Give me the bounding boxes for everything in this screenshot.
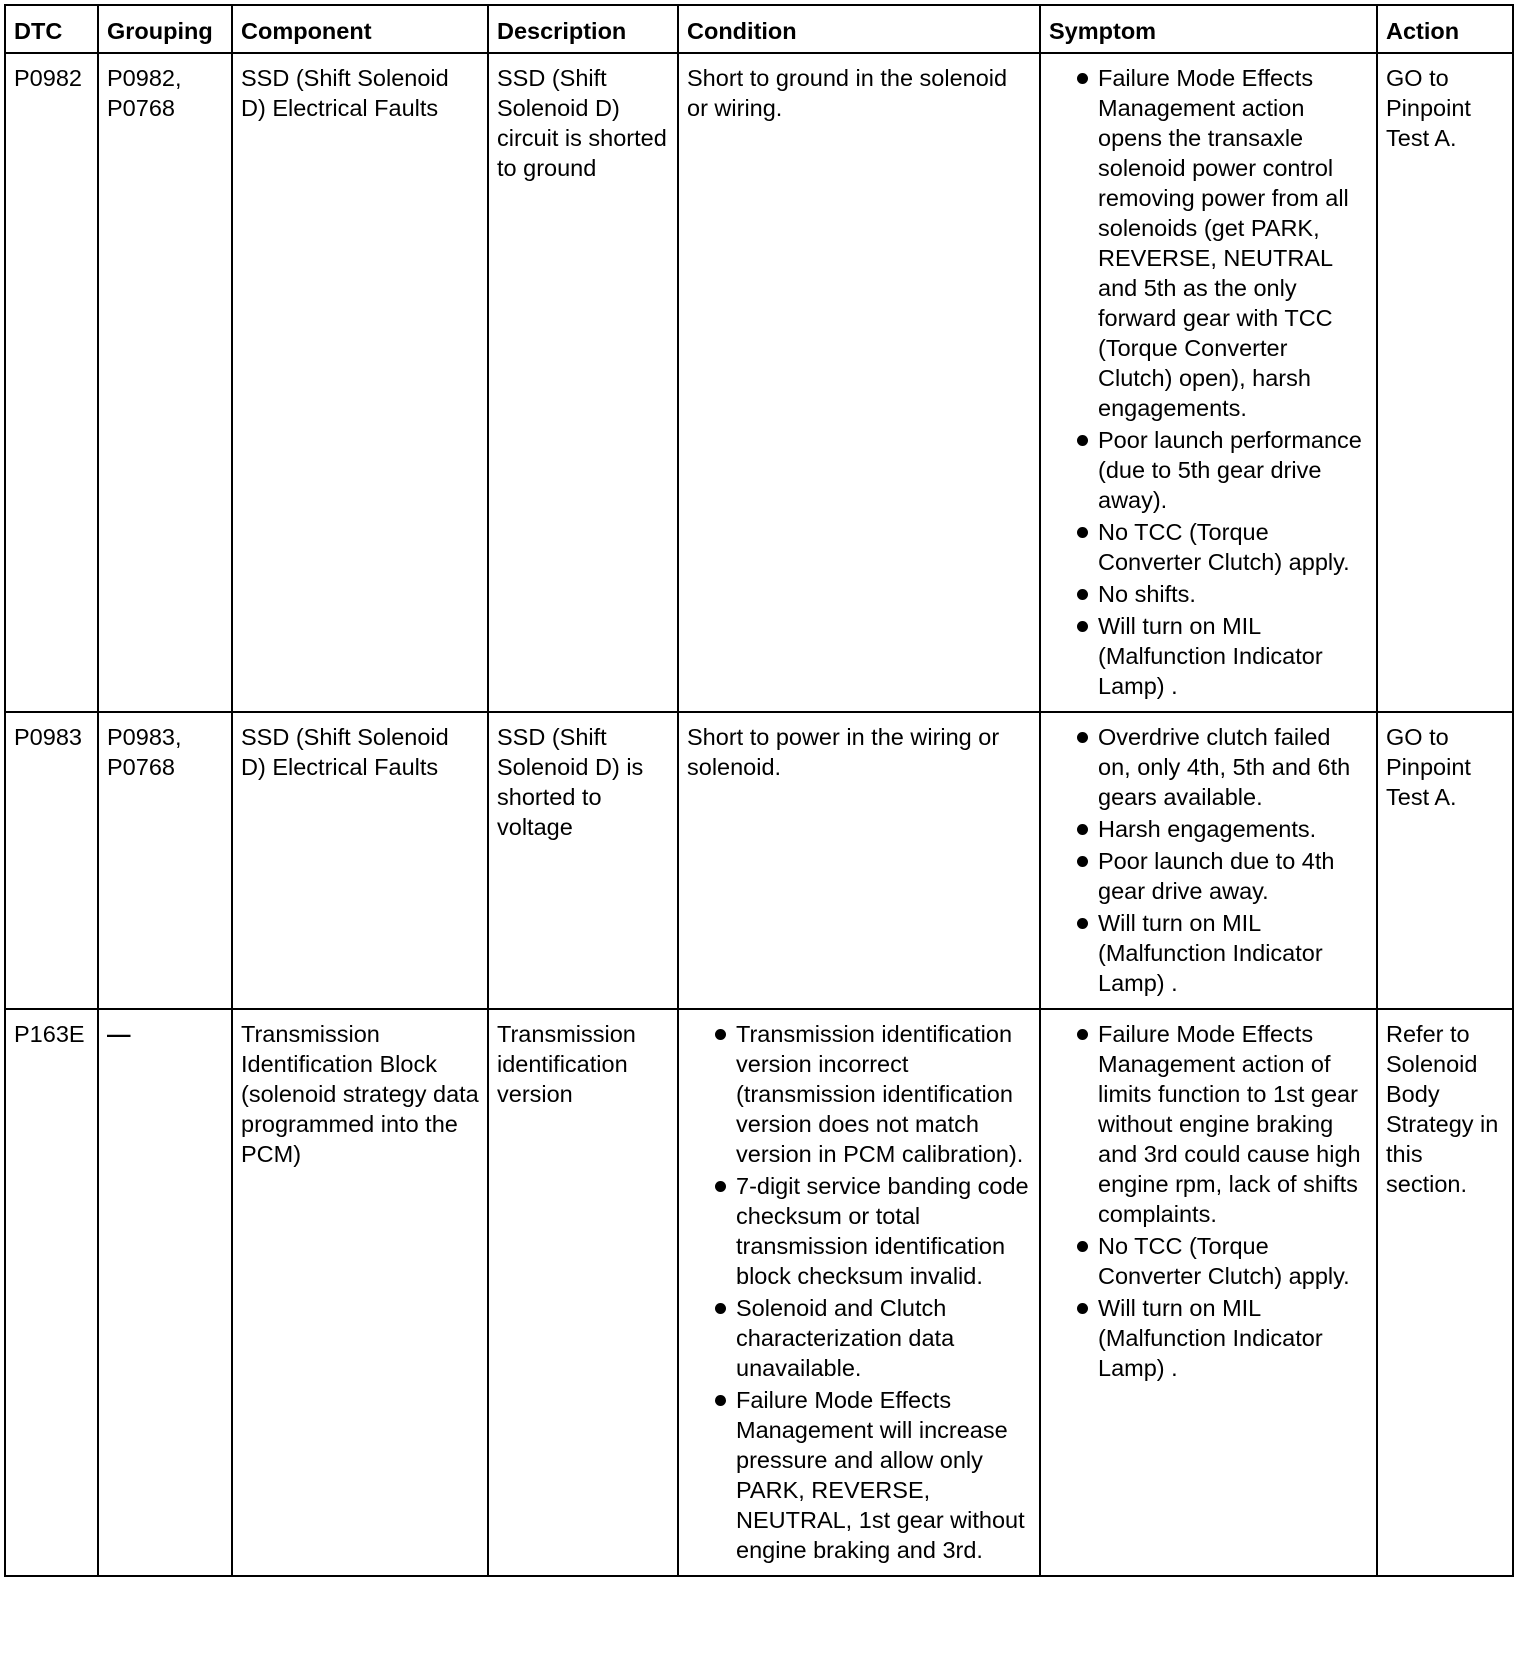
symptom-cell xyxy=(1040,1009,1377,1576)
condition-cell: Short to ground in the solenoid or wiring. xyxy=(678,53,1040,712)
component-cell: Transmission Identification Block (solenoid strategy data programmed into the PCM) xyxy=(232,1009,488,1576)
condition-cell xyxy=(678,1009,1040,1576)
bullet-icon xyxy=(1077,1029,1088,1040)
table-row xyxy=(5,1009,1513,1576)
list-item: No TCC (Torque Converter Clutch) apply. xyxy=(1049,1231,1368,1291)
description-cell: Transmission identification version xyxy=(488,1009,678,1576)
list-item: Will turn on MIL (Malfunction Indicator Lamp) . xyxy=(1049,1293,1368,1383)
symptom-cell xyxy=(1040,712,1377,1009)
bullet-icon xyxy=(1077,435,1088,446)
dtc-cell: P0983 xyxy=(5,712,98,1009)
header-grouping: Grouping xyxy=(98,5,232,53)
bullet-icon xyxy=(1077,824,1088,835)
list-item: Failure Mode Effects Management will increase pressure and allow only PARK, REVERSE, NEUTRAL, 1st gear without engine braking and 3rd. xyxy=(687,1385,1031,1565)
bullet-icon xyxy=(715,1395,726,1406)
header-condition: Condition xyxy=(678,5,1040,53)
header-row xyxy=(5,5,1513,53)
header-dtc: DTC xyxy=(5,5,98,53)
list-item: Poor launch performance (due to 5th gear drive away). xyxy=(1049,425,1368,515)
bullet-icon xyxy=(1077,856,1088,867)
table-row xyxy=(5,712,1513,1009)
dtc-table xyxy=(4,4,1514,1577)
component-cell: SSD (Shift Solenoid D) Electrical Faults xyxy=(232,712,488,1009)
grouping-cell: P0983, P0768 xyxy=(98,712,232,1009)
symptom-list xyxy=(1049,63,1368,701)
description-cell: SSD (Shift Solenoid D) is shorted to voltage xyxy=(488,712,678,1009)
bullet-icon xyxy=(1077,589,1088,600)
table-row xyxy=(5,53,1513,712)
list-item: Poor launch due to 4th gear drive away. xyxy=(1049,846,1368,906)
grouping-cell: — xyxy=(98,1009,232,1576)
action-cell: Refer to Solenoid Body Strategy in this section. xyxy=(1377,1009,1513,1576)
bullet-icon xyxy=(715,1181,726,1192)
symptom-list xyxy=(1049,1019,1368,1383)
bullet-icon xyxy=(1077,527,1088,538)
bullet-icon xyxy=(1077,918,1088,929)
description-cell: SSD (Shift Solenoid D) circuit is shorted to ground xyxy=(488,53,678,712)
bullet-icon xyxy=(1077,1303,1088,1314)
bullet-icon xyxy=(1077,621,1088,632)
list-item: Failure Mode Effects Management action of limits function to 1st gear without engine braking and 3rd could cause high engine rpm, lack of shifts complaints. xyxy=(1049,1019,1368,1229)
condition-cell: Short to power in the wiring or solenoid. xyxy=(678,712,1040,1009)
list-item: 7-digit service banding code checksum or total transmission identification block checksum invalid. xyxy=(687,1171,1031,1291)
list-item: No TCC (Torque Converter Clutch) apply. xyxy=(1049,517,1368,577)
header-action: Action xyxy=(1377,5,1513,53)
list-item: Failure Mode Effects Management action opens the transaxle solenoid power control removing power from all solenoids (get PARK, REVERSE, NEUTRAL and 5th as the only forward gear with TCC (Torque Converter Clutch) open), harsh engagements. xyxy=(1049,63,1368,423)
list-item: No shifts. xyxy=(1049,579,1368,609)
condition-list xyxy=(687,1019,1031,1565)
component-cell: SSD (Shift Solenoid D) Electrical Faults xyxy=(232,53,488,712)
action-cell: GO to Pinpoint Test A. xyxy=(1377,53,1513,712)
symptom-list xyxy=(1049,722,1368,998)
list-item: Solenoid and Clutch characterization data unavailable. xyxy=(687,1293,1031,1383)
symptom-cell xyxy=(1040,53,1377,712)
list-item: Overdrive clutch failed on, only 4th, 5th and 6th gears available. xyxy=(1049,722,1368,812)
bullet-icon xyxy=(1077,732,1088,743)
dtc-cell: P163E xyxy=(5,1009,98,1576)
action-cell: GO to Pinpoint Test A. xyxy=(1377,712,1513,1009)
bullet-icon xyxy=(715,1303,726,1314)
bullet-icon xyxy=(1077,1241,1088,1252)
bullet-icon xyxy=(1077,73,1088,84)
bullet-icon xyxy=(715,1029,726,1040)
header-description: Description xyxy=(488,5,678,53)
grouping-cell: P0982, P0768 xyxy=(98,53,232,712)
list-item: Transmission identification version incorrect (transmission identification version does not match version in PCM calibration). xyxy=(687,1019,1031,1169)
header-component: Component xyxy=(232,5,488,53)
dtc-cell: P0982 xyxy=(5,53,98,712)
list-item: Harsh engagements. xyxy=(1049,814,1368,844)
list-item: Will turn on MIL (Malfunction Indicator Lamp) . xyxy=(1049,611,1368,701)
header-symptom: Symptom xyxy=(1040,5,1377,53)
list-item: Will turn on MIL (Malfunction Indicator Lamp) . xyxy=(1049,908,1368,998)
